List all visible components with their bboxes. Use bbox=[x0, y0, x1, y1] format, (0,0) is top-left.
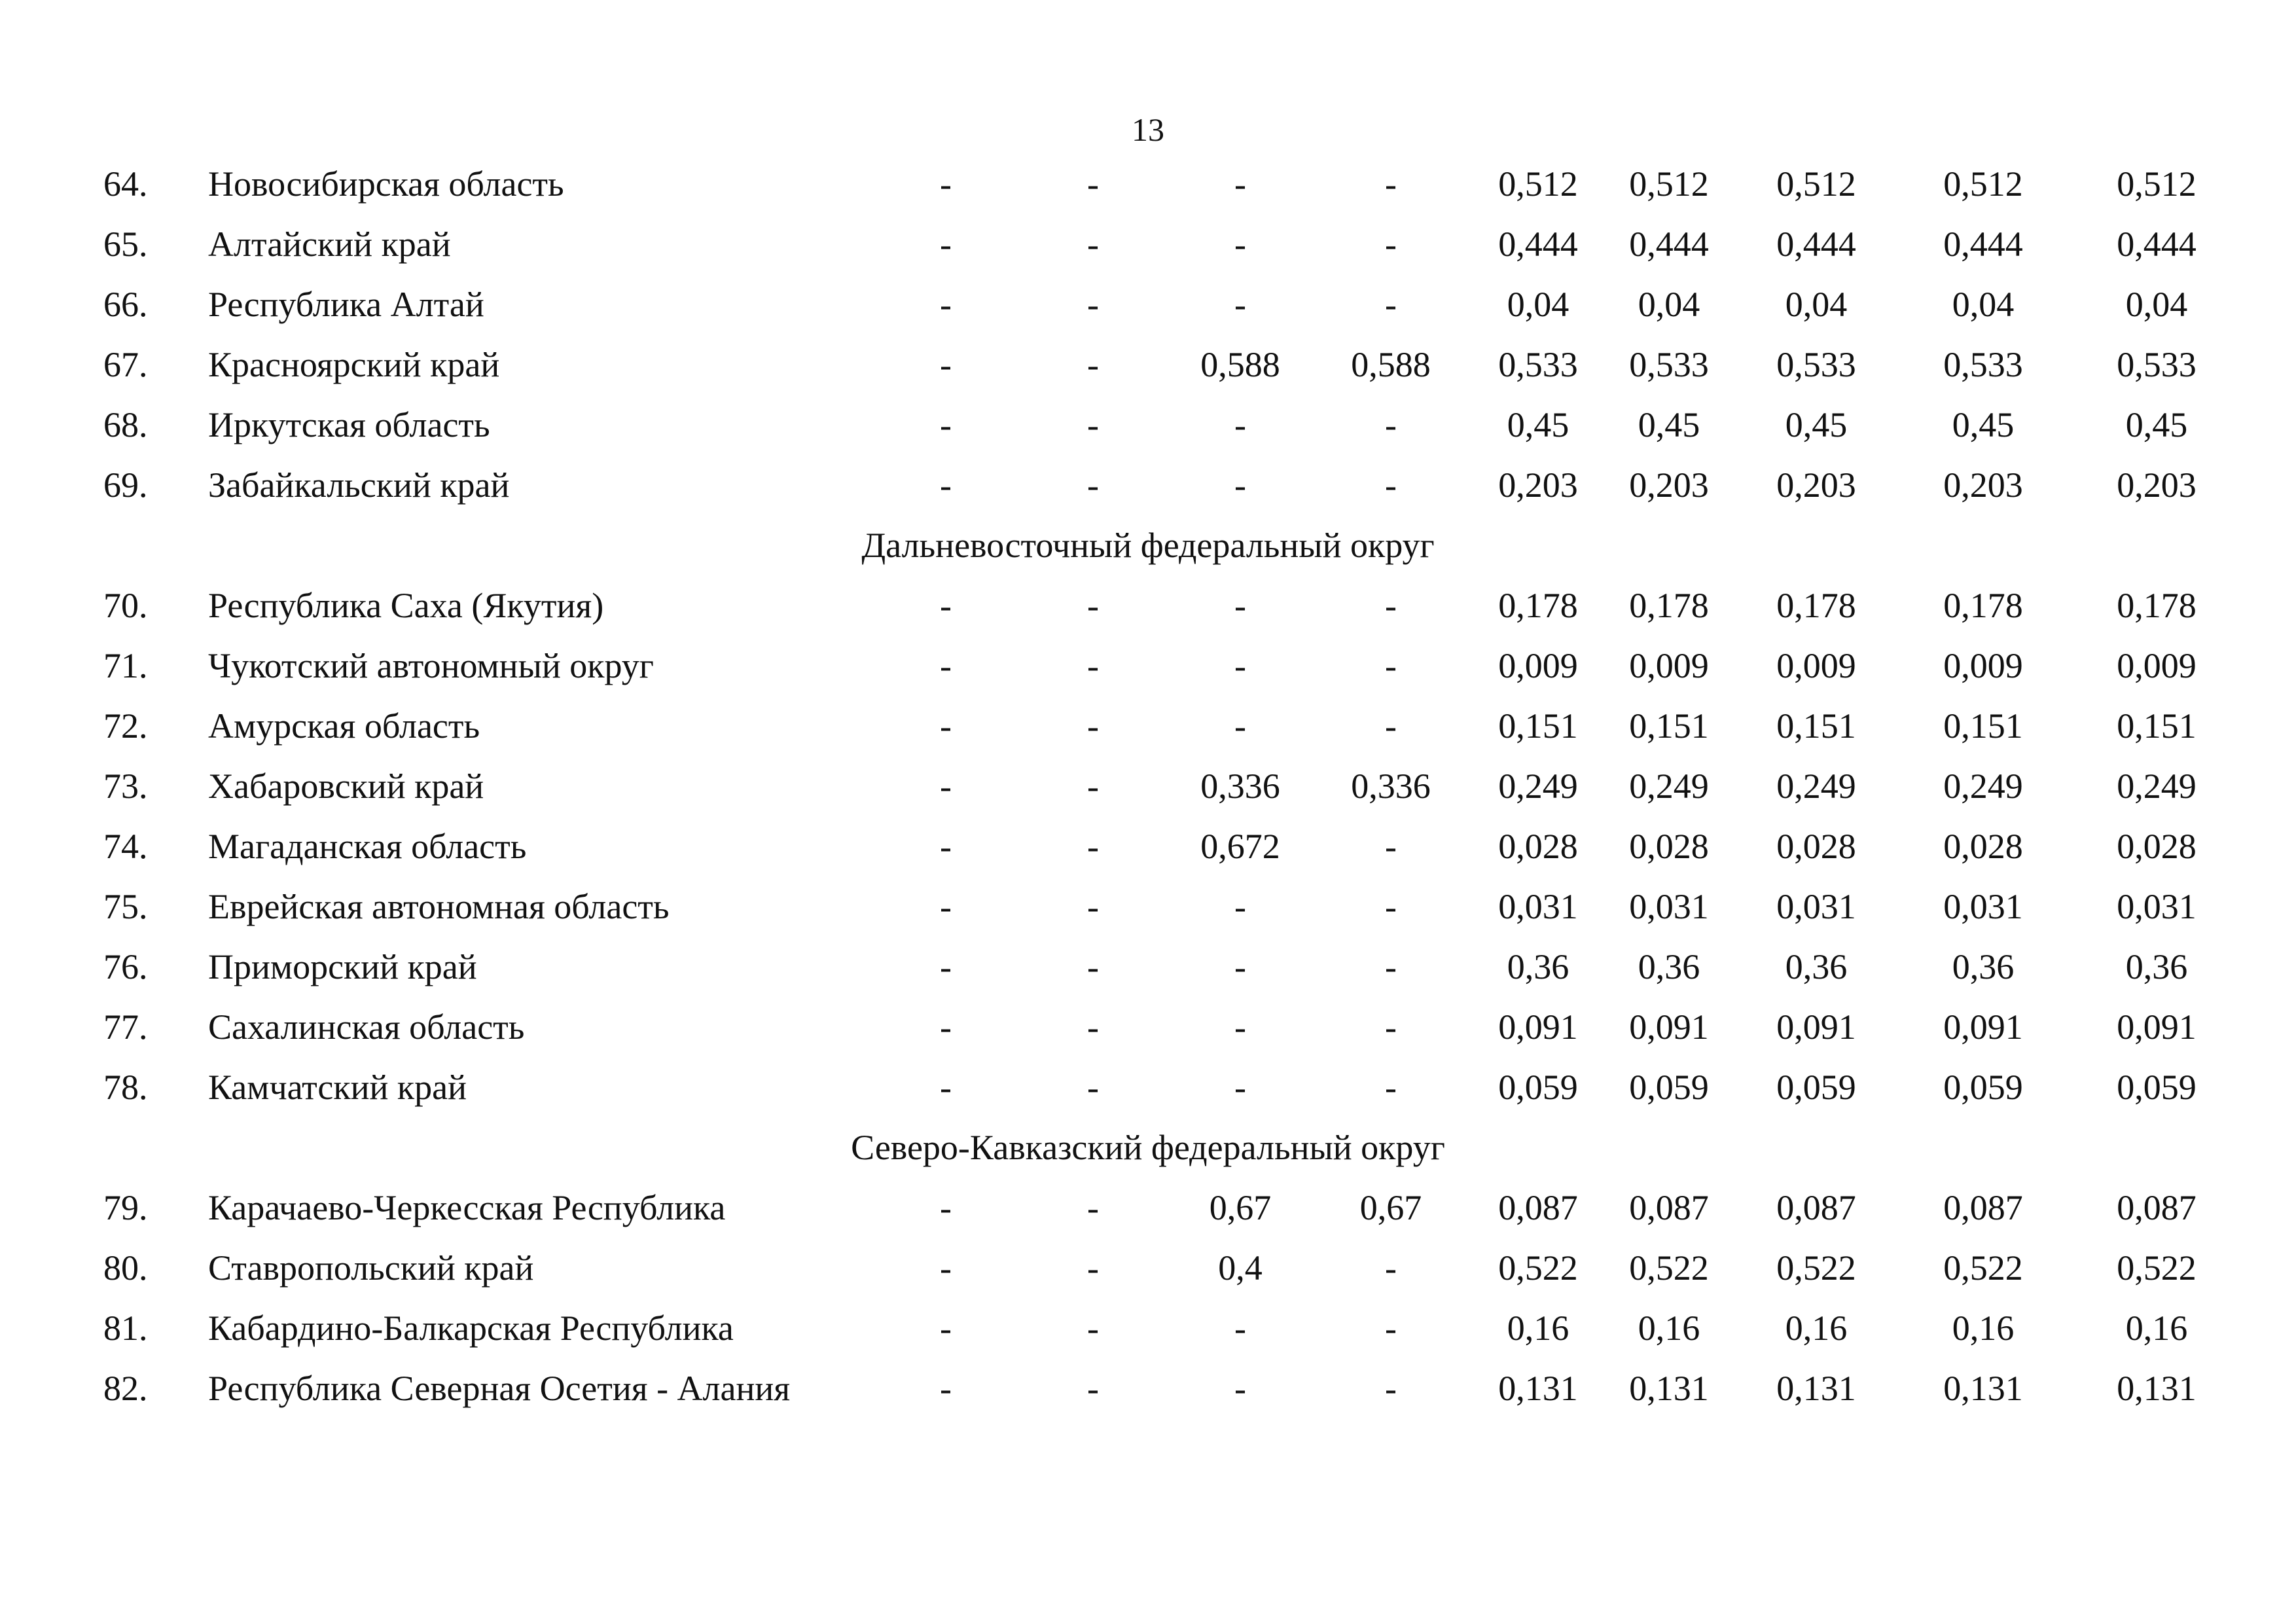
table-row bbox=[0, 696, 2296, 756]
table-row bbox=[0, 636, 2296, 696]
value-cell: 0,249 bbox=[1498, 767, 1578, 806]
value-cell: 0,444 bbox=[1629, 225, 1709, 264]
value-cell: 0,178 bbox=[1776, 586, 1856, 625]
table-row bbox=[0, 274, 2296, 334]
value-cell: - bbox=[1385, 1248, 1397, 1288]
value-cell: 0,031 bbox=[1776, 887, 1856, 926]
value-cell: - bbox=[940, 586, 952, 625]
value-cell: - bbox=[940, 827, 952, 866]
region-name: Чукотский автономный округ bbox=[208, 646, 654, 685]
table-row bbox=[0, 455, 2296, 515]
value-cell: - bbox=[1087, 1007, 1099, 1047]
value-cell: 0,203 bbox=[1498, 465, 1578, 505]
value-cell: - bbox=[940, 285, 952, 324]
value-cell: 0,087 bbox=[1776, 1188, 1856, 1227]
value-cell: - bbox=[940, 646, 952, 685]
row-number: 65. bbox=[103, 225, 148, 264]
value-cell: 0,203 bbox=[2117, 465, 2197, 505]
table-row bbox=[0, 1057, 2296, 1117]
value-cell: - bbox=[1385, 225, 1397, 264]
value-cell: 0,028 bbox=[1776, 827, 1856, 866]
row-number: 80. bbox=[103, 1248, 148, 1288]
value-cell: - bbox=[940, 1068, 952, 1107]
value-cell: - bbox=[1087, 285, 1099, 324]
value-cell: - bbox=[940, 887, 952, 926]
value-cell: - bbox=[940, 345, 952, 384]
value-cell: - bbox=[1385, 405, 1397, 444]
value-cell: 0,04 bbox=[2125, 285, 2188, 324]
region-name: Республика Алтай bbox=[208, 285, 484, 324]
value-cell: - bbox=[1234, 586, 1246, 625]
row-number: 71. bbox=[103, 646, 148, 685]
value-cell: - bbox=[1234, 465, 1246, 505]
table-row bbox=[0, 997, 2296, 1057]
table-row bbox=[0, 334, 2296, 395]
value-cell: - bbox=[1385, 465, 1397, 505]
table-row bbox=[0, 816, 2296, 876]
value-cell: 0,36 bbox=[1785, 947, 1848, 986]
value-cell: 0,16 bbox=[1785, 1308, 1848, 1348]
value-cell: 0,36 bbox=[1952, 947, 2015, 986]
value-cell: 0,04 bbox=[1507, 285, 1570, 324]
table-row bbox=[0, 214, 2296, 274]
value-cell: 0,087 bbox=[1943, 1188, 2023, 1227]
value-cell: 0,178 bbox=[1629, 586, 1709, 625]
value-cell: - bbox=[940, 947, 952, 986]
value-cell: 0,36 bbox=[1507, 947, 1570, 986]
value-cell: - bbox=[1087, 405, 1099, 444]
region-name: Кабардино-Балкарская Республика bbox=[208, 1308, 734, 1348]
table-row bbox=[0, 575, 2296, 636]
value-cell: - bbox=[940, 405, 952, 444]
value-cell: 0,091 bbox=[1629, 1007, 1709, 1047]
value-cell: 0,249 bbox=[1776, 767, 1856, 806]
value-cell: 0,45 bbox=[2125, 405, 2188, 444]
value-cell: 0,444 bbox=[1498, 225, 1578, 264]
value-cell: 0,512 bbox=[1943, 164, 2023, 204]
value-cell: 0,512 bbox=[1776, 164, 1856, 204]
section-title: Дальневосточный федеральный округ bbox=[861, 526, 1435, 565]
region-name: Приморский край bbox=[208, 947, 477, 986]
value-cell: 0,151 bbox=[1776, 706, 1856, 746]
row-number: 72. bbox=[103, 706, 148, 746]
section-header bbox=[0, 1117, 2296, 1178]
value-cell: - bbox=[1385, 827, 1397, 866]
value-cell: 0,009 bbox=[1943, 646, 2023, 685]
row-number: 79. bbox=[103, 1188, 148, 1227]
value-cell: 0,522 bbox=[1498, 1248, 1578, 1288]
row-number: 68. bbox=[103, 405, 148, 444]
value-cell: - bbox=[940, 706, 952, 746]
value-cell: 0,028 bbox=[1943, 827, 2023, 866]
value-cell: 0,4 bbox=[1218, 1248, 1263, 1288]
row-number: 70. bbox=[103, 586, 148, 625]
value-cell: - bbox=[1087, 827, 1099, 866]
value-cell: - bbox=[1087, 767, 1099, 806]
region-name: Еврейская автономная область bbox=[208, 887, 670, 926]
value-cell: 0,522 bbox=[1943, 1248, 2023, 1288]
value-cell: 0,031 bbox=[2117, 887, 2197, 926]
value-cell: - bbox=[1087, 586, 1099, 625]
row-number: 64. bbox=[103, 164, 148, 204]
table-row bbox=[0, 876, 2296, 937]
value-cell: 0,522 bbox=[1629, 1248, 1709, 1288]
value-cell: - bbox=[1385, 586, 1397, 625]
table-row bbox=[0, 756, 2296, 816]
value-cell: - bbox=[1234, 1007, 1246, 1047]
value-cell: 0,67 bbox=[1359, 1188, 1422, 1227]
value-cell: 0,059 bbox=[1943, 1068, 2023, 1107]
section-title: Северо-Кавказский федеральный округ bbox=[851, 1128, 1445, 1167]
value-cell: - bbox=[1385, 706, 1397, 746]
table-row bbox=[0, 1298, 2296, 1358]
value-cell: 0,45 bbox=[1507, 405, 1570, 444]
row-number: 67. bbox=[103, 345, 148, 384]
value-cell: 0,091 bbox=[1776, 1007, 1856, 1047]
row-number: 82. bbox=[103, 1369, 148, 1408]
row-number: 76. bbox=[103, 947, 148, 986]
value-cell: 0,031 bbox=[1498, 887, 1578, 926]
value-cell: - bbox=[1087, 1068, 1099, 1107]
value-cell: - bbox=[1234, 706, 1246, 746]
value-cell: - bbox=[940, 225, 952, 264]
value-cell: - bbox=[1234, 285, 1246, 324]
value-cell: 0,336 bbox=[1351, 767, 1431, 806]
value-cell: 0,091 bbox=[1943, 1007, 2023, 1047]
row-number: 66. bbox=[103, 285, 148, 324]
value-cell: 0,04 bbox=[1638, 285, 1700, 324]
value-cell: 0,249 bbox=[1943, 767, 2023, 806]
row-number: 74. bbox=[103, 827, 148, 866]
value-cell: 0,131 bbox=[1776, 1369, 1856, 1408]
region-name: Ставропольский край bbox=[208, 1248, 534, 1288]
value-cell: - bbox=[1234, 164, 1246, 204]
value-cell: - bbox=[1385, 1068, 1397, 1107]
value-cell: 0,45 bbox=[1785, 405, 1848, 444]
value-cell: - bbox=[1385, 1007, 1397, 1047]
data-table bbox=[0, 154, 2296, 1418]
value-cell: - bbox=[1087, 887, 1099, 926]
value-cell: - bbox=[1087, 947, 1099, 986]
value-cell: 0,087 bbox=[2117, 1188, 2197, 1227]
region-name: Карачаево-Черкесская Республика bbox=[208, 1188, 726, 1227]
value-cell: 0,059 bbox=[1776, 1068, 1856, 1107]
value-cell: 0,151 bbox=[1498, 706, 1578, 746]
value-cell: 0,203 bbox=[1776, 465, 1856, 505]
value-cell: - bbox=[1087, 1248, 1099, 1288]
value-cell: - bbox=[1234, 405, 1246, 444]
value-cell: 0,203 bbox=[1943, 465, 2023, 505]
value-cell: - bbox=[940, 1007, 952, 1047]
value-cell: 0,131 bbox=[1943, 1369, 2023, 1408]
table-row bbox=[0, 1238, 2296, 1298]
value-cell: 0,028 bbox=[1629, 827, 1709, 866]
value-cell: - bbox=[940, 465, 952, 505]
value-cell: - bbox=[1234, 1068, 1246, 1107]
value-cell: 0,16 bbox=[1638, 1308, 1700, 1348]
value-cell: 0,67 bbox=[1209, 1188, 1272, 1227]
value-cell: 0,059 bbox=[1629, 1068, 1709, 1107]
value-cell: 0,588 bbox=[1351, 345, 1431, 384]
value-cell: - bbox=[1385, 1369, 1397, 1408]
value-cell: 0,009 bbox=[1498, 646, 1578, 685]
table-row bbox=[0, 154, 2296, 214]
value-cell: 0,04 bbox=[1785, 285, 1848, 324]
value-cell: 0,009 bbox=[2117, 646, 2197, 685]
value-cell: - bbox=[940, 767, 952, 806]
region-name: Республика Северная Осетия - Алания bbox=[208, 1369, 791, 1408]
value-cell: 0,178 bbox=[2117, 586, 2197, 625]
value-cell: - bbox=[1234, 1308, 1246, 1348]
value-cell: - bbox=[1087, 706, 1099, 746]
value-cell: 0,131 bbox=[1498, 1369, 1578, 1408]
value-cell: - bbox=[1087, 1188, 1099, 1227]
value-cell: 0,672 bbox=[1200, 827, 1280, 866]
value-cell: 0,444 bbox=[1776, 225, 1856, 264]
value-cell: 0,031 bbox=[1629, 887, 1709, 926]
region-name: Камчатский край bbox=[208, 1068, 467, 1107]
value-cell: 0,151 bbox=[2117, 706, 2197, 746]
page-number: 13 bbox=[1132, 111, 1164, 148]
value-cell: - bbox=[1385, 646, 1397, 685]
value-cell: - bbox=[1234, 887, 1246, 926]
value-cell: 0,533 bbox=[1629, 345, 1709, 384]
value-cell: 0,444 bbox=[2117, 225, 2197, 264]
value-cell: 0,009 bbox=[1629, 646, 1709, 685]
row-number: 81. bbox=[103, 1308, 148, 1348]
value-cell: 0,512 bbox=[1629, 164, 1709, 204]
value-cell: 0,151 bbox=[1629, 706, 1709, 746]
value-cell: 0,36 bbox=[1638, 947, 1700, 986]
row-number: 77. bbox=[103, 1007, 148, 1047]
value-cell: 0,533 bbox=[1498, 345, 1578, 384]
region-name: Алтайский край bbox=[208, 225, 451, 264]
region-name: Хабаровский край bbox=[208, 767, 484, 806]
value-cell: - bbox=[1087, 465, 1099, 505]
value-cell: 0,059 bbox=[1498, 1068, 1578, 1107]
region-name: Новосибирская область bbox=[208, 164, 564, 204]
value-cell: - bbox=[1087, 225, 1099, 264]
value-cell: 0,45 bbox=[1952, 405, 2015, 444]
value-cell: - bbox=[1385, 947, 1397, 986]
value-cell: 0,178 bbox=[1943, 586, 2023, 625]
value-cell: 0,512 bbox=[1498, 164, 1578, 204]
value-cell: 0,131 bbox=[1629, 1369, 1709, 1408]
value-cell: - bbox=[940, 164, 952, 204]
table-row bbox=[0, 395, 2296, 455]
value-cell: 0,04 bbox=[1952, 285, 2015, 324]
value-cell: 0,087 bbox=[1629, 1188, 1709, 1227]
value-cell: 0,028 bbox=[2117, 827, 2197, 866]
value-cell: - bbox=[1234, 646, 1246, 685]
region-name: Сахалинская область bbox=[208, 1007, 525, 1047]
value-cell: - bbox=[940, 1248, 952, 1288]
value-cell: 0,336 bbox=[1200, 767, 1280, 806]
value-cell: - bbox=[1385, 164, 1397, 204]
value-cell: - bbox=[1087, 1308, 1099, 1348]
value-cell: 0,131 bbox=[2117, 1369, 2197, 1408]
value-cell: - bbox=[1234, 947, 1246, 986]
value-cell: - bbox=[1234, 225, 1246, 264]
value-cell: 0,031 bbox=[1943, 887, 2023, 926]
value-cell: 0,533 bbox=[2117, 345, 2197, 384]
region-name: Красноярский край bbox=[208, 345, 500, 384]
value-cell: 0,444 bbox=[1943, 225, 2023, 264]
region-name: Забайкальский край bbox=[208, 465, 510, 505]
table-row bbox=[0, 1358, 2296, 1418]
region-name: Магаданская область bbox=[208, 827, 527, 866]
value-cell: 0,087 bbox=[1498, 1188, 1578, 1227]
table-row bbox=[0, 1178, 2296, 1238]
row-number: 73. bbox=[103, 767, 148, 806]
region-name: Республика Саха (Якутия) bbox=[208, 586, 604, 625]
value-cell: 0,36 bbox=[2125, 947, 2188, 986]
value-cell: 0,178 bbox=[1498, 586, 1578, 625]
value-cell: 0,522 bbox=[1776, 1248, 1856, 1288]
value-cell: - bbox=[940, 1369, 952, 1408]
value-cell: - bbox=[940, 1308, 952, 1348]
value-cell: - bbox=[1087, 164, 1099, 204]
value-cell: 0,16 bbox=[2125, 1308, 2188, 1348]
value-cell: - bbox=[1087, 345, 1099, 384]
value-cell: 0,533 bbox=[1943, 345, 2023, 384]
value-cell: 0,533 bbox=[1776, 345, 1856, 384]
section-header bbox=[0, 515, 2296, 575]
value-cell: - bbox=[1087, 646, 1099, 685]
value-cell: 0,059 bbox=[2117, 1068, 2197, 1107]
value-cell: 0,45 bbox=[1638, 405, 1700, 444]
value-cell: - bbox=[1087, 1369, 1099, 1408]
value-cell: - bbox=[1234, 1369, 1246, 1408]
value-cell: 0,512 bbox=[2117, 164, 2197, 204]
value-cell: 0,009 bbox=[1776, 646, 1856, 685]
table-row bbox=[0, 937, 2296, 997]
value-cell: 0,028 bbox=[1498, 827, 1578, 866]
value-cell: 0,249 bbox=[2117, 767, 2197, 806]
value-cell: 0,522 bbox=[2117, 1248, 2197, 1288]
row-number: 75. bbox=[103, 887, 148, 926]
row-number: 69. bbox=[103, 465, 148, 505]
region-name: Амурская область bbox=[208, 706, 480, 746]
value-cell: - bbox=[1385, 1308, 1397, 1348]
value-cell: 0,203 bbox=[1629, 465, 1709, 505]
value-cell: 0,151 bbox=[1943, 706, 2023, 746]
value-cell: 0,091 bbox=[2117, 1007, 2197, 1047]
value-cell: - bbox=[1385, 285, 1397, 324]
region-name: Иркутская область bbox=[208, 405, 490, 444]
value-cell: - bbox=[940, 1188, 952, 1227]
value-cell: 0,588 bbox=[1200, 345, 1280, 384]
row-number: 78. bbox=[103, 1068, 148, 1107]
value-cell: 0,249 bbox=[1629, 767, 1709, 806]
value-cell: 0,091 bbox=[1498, 1007, 1578, 1047]
value-cell: 0,16 bbox=[1507, 1308, 1570, 1348]
value-cell: - bbox=[1385, 887, 1397, 926]
value-cell: 0,16 bbox=[1952, 1308, 2015, 1348]
